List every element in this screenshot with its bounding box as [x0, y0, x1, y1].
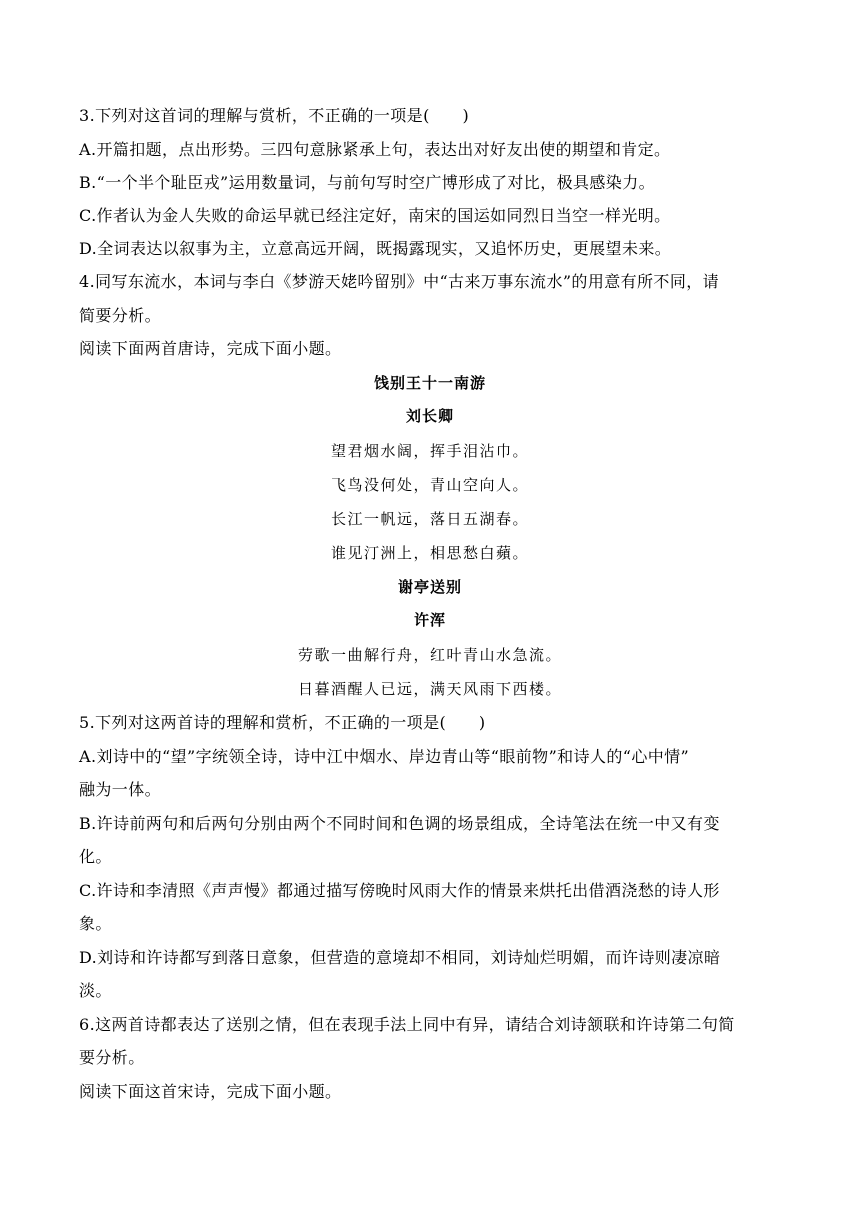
poem-1-author: 刘长卿	[405, 407, 454, 425]
poem-1-line-4: 谁见汀洲上，相思愁白蘋。	[330, 544, 529, 562]
question-3-option-b: B.“一个半个耻臣戎”运用数量词，与前句写时空广博形成了对比，极具感染力。	[79, 173, 656, 192]
poem-2-author: 许浑	[413, 611, 446, 629]
question-3-stem: 3.下列对这首词的理解与赏析，不正确的一项是( )	[79, 106, 470, 125]
poem-2-line-1: 劳歌一曲解行舟，红叶青山水急流。	[297, 646, 562, 664]
question-3-option-d: D.全词表达以叙事为主，立意高远开阔，既揭露现实，又追怀历史，更展望未来。	[79, 239, 672, 258]
poem-1-line-1: 望君烟水阔，挥手泪沾巾。	[330, 442, 529, 460]
question-4-line-2: 简要分析。	[79, 306, 162, 325]
poem-2-line-2: 日暮酒醒人已远，满天风雨下西楼。	[297, 680, 562, 698]
question-4-line-1: 4.同写东流水，本词与李白《梦游天姥吟留别》中“古来万事东流水”的用意有所不同，请	[79, 272, 720, 291]
question-5-option-d-line-2: 淡。	[79, 981, 112, 1000]
question-3-option-c: C.作者认为金人失败的命运早就已经注定好，南宋的国运如同烈日当空一样光明。	[79, 206, 671, 225]
question-5-option-a-line-2: 融为一体。	[79, 780, 162, 799]
question-6-line-2: 要分析。	[79, 1048, 145, 1067]
question-5-option-c-line-1: C.许诗和李清照《声声慢》都通过描写傍晚时风雨大作的情景来烘托出借酒浇愁的诗人形	[79, 881, 720, 900]
question-5-stem: 5.下列对这两首诗的理解和赏析，不正确的一项是( )	[79, 713, 486, 732]
question-6-line-1: 6.这两首诗都表达了送别之情，但在表现手法上同中有异，请结合刘诗颔联和许诗第二句简	[79, 1015, 735, 1034]
poem-2-title: 谢亭送别	[397, 578, 462, 596]
question-5-option-b-line-1: B.许诗前两句和后两句分别由两个不同时间和色调的场景组成，全诗笔法在统一中又有变	[79, 814, 720, 833]
question-5-option-d-line-1: D.刘诗和许诗都写到落日意象，但营造的意境却不相同，刘诗灿烂明媚，而许诗则凄凉暗	[79, 948, 721, 967]
poem-1-line-3: 长江一帆远，落日五湖春。	[330, 510, 529, 528]
question-5-option-c-line-2: 象。	[79, 914, 112, 933]
reading-intro-song-poem: 阅读下面这首宋诗，完成下面小题。	[79, 1082, 342, 1101]
question-5-option-a-line-1: A.刘诗中的“望”字统领全诗，诗中江中烟水、岸边青山等“眼前物”和诗人的“心中情”	[79, 747, 690, 766]
question-5-option-b-line-2: 化。	[79, 847, 112, 866]
reading-intro-tang-poems: 阅读下面两首唐诗，完成下面小题。	[79, 339, 342, 358]
question-3-option-a: A.开篇扣题，点出形势。三四句意脉紧承上句，表达出对好友出使的期望和肯定。	[79, 140, 671, 159]
poem-1-line-2: 飞鸟没何处，青山空向人。	[330, 476, 529, 494]
poem-1-title: 饯别王十一南游	[373, 374, 486, 392]
